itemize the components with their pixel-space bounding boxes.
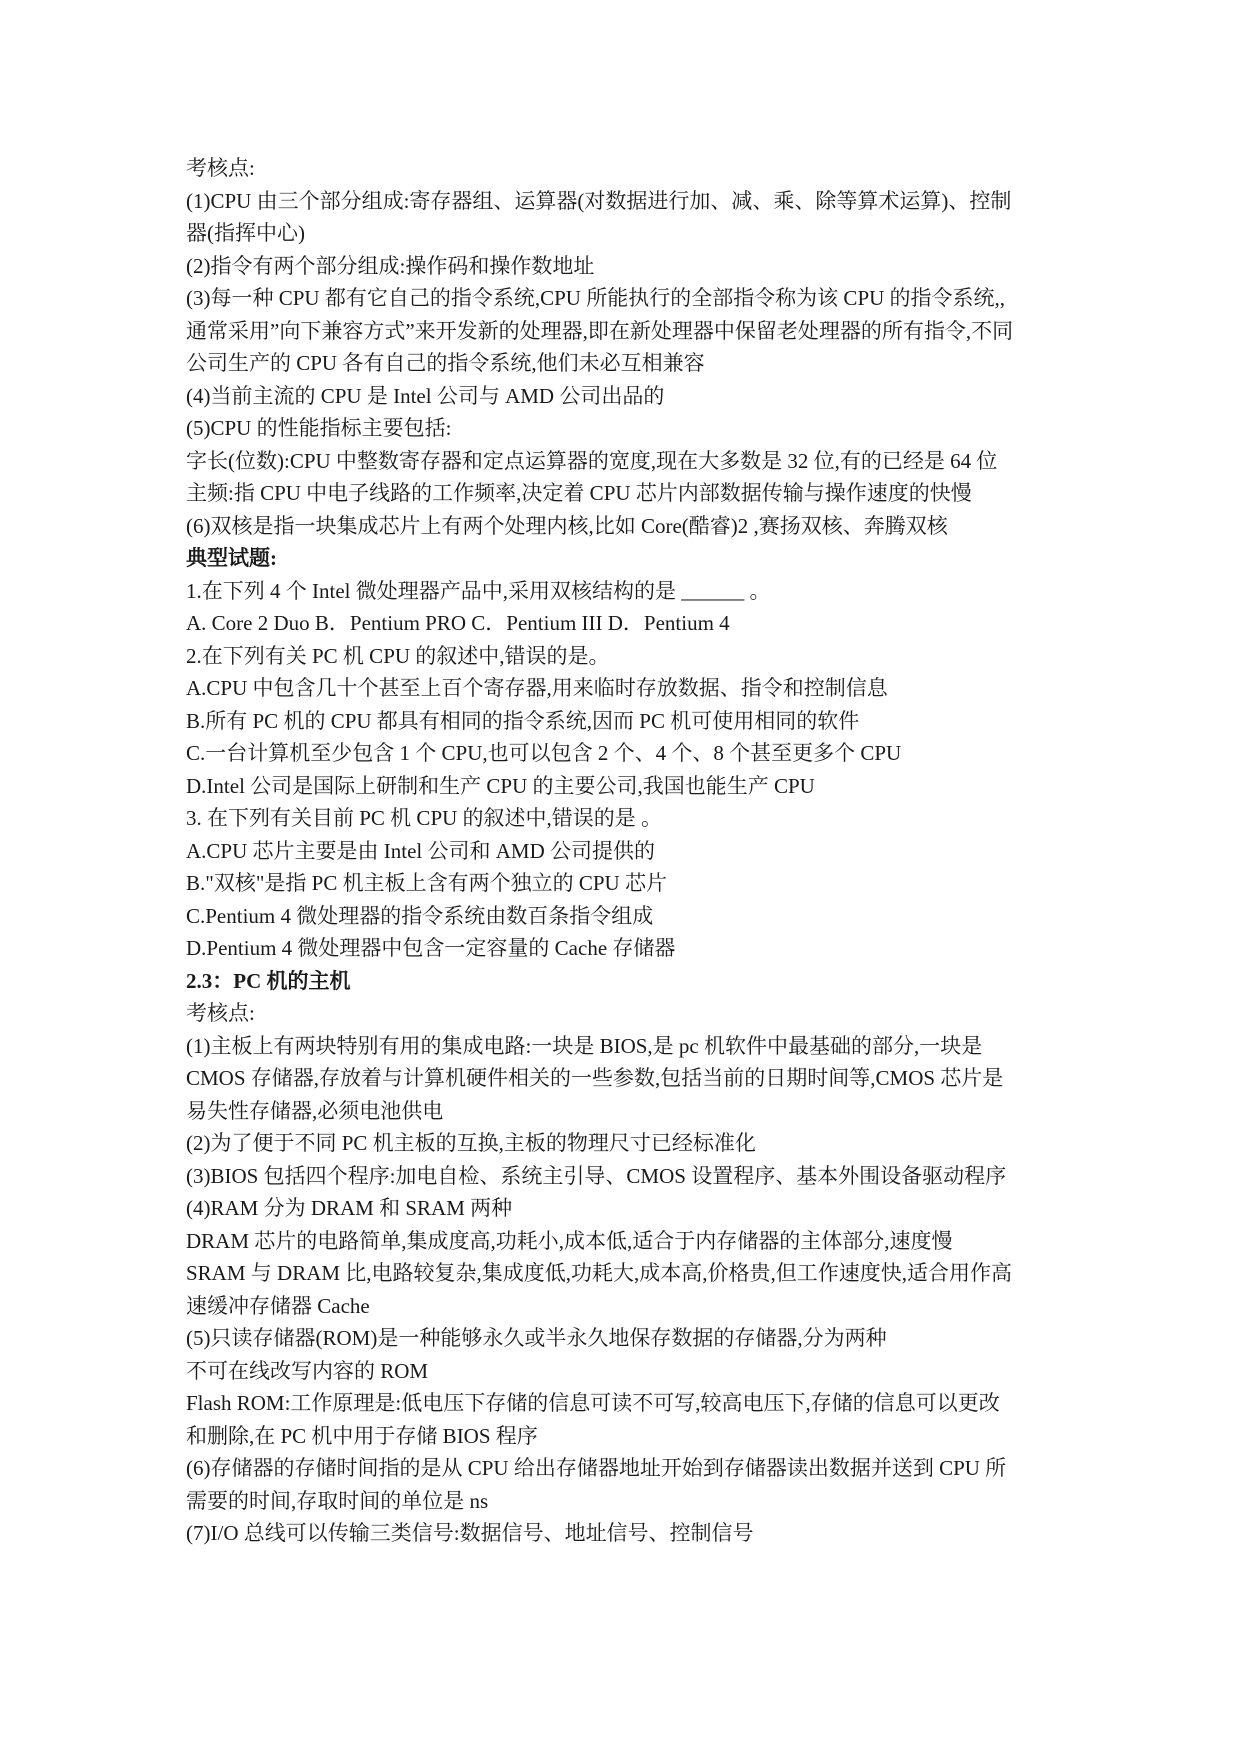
text-line: 不可在线改写内容的 ROM <box>186 1358 429 1383</box>
text-line: 速缓冲存储器 Cache <box>186 1293 370 1318</box>
text-line: 3. 在下列有关目前 PC 机 CPU 的叙述中,错误的是 。 <box>186 806 663 830</box>
text-line: 1.在下列 4 个 Intel 微处理器产品中,采用双核结构的是 ______ 。 <box>186 578 771 603</box>
text-line: Flash ROM:工作原理是:低电压下存储的信息可读不可写,较高电压下,存储的信息可以更改 <box>186 1391 1000 1415</box>
text-line: (6)双核是指一块集成芯片上有两个处理内核,比如 Core(酷睿)2 ,赛扬双核、奔腾双核 <box>186 513 948 538</box>
text-line: A.CPU 中包含几十个甚至上百个寄存器,用来临时存放数据、指令和控制信息 <box>186 676 888 700</box>
text-line: D.Pentium 4 微处理器中包含一定容量的 Cache 存储器 <box>186 936 676 960</box>
text-line: (2)为了便于不同 PC 机主板的互换,主板的物理尺寸已经标准化 <box>186 1131 756 1155</box>
document-body <box>186 152 1066 1550</box>
text-line: 和删除,在 PC 机中用于存储 BIOS 程序 <box>186 1423 538 1448</box>
text-line: A.CPU 芯片主要是由 Intel 公司和 AMD 公司提供的 <box>186 838 656 863</box>
text-line: C.一台计算机至少包含 1 个 CPU,也可以包含 2 个、4 个、8 个甚至更多个 CPU <box>186 741 902 765</box>
text-line: SRAM 与 DRAM 比,电路较复杂,集成度低,功耗大,成本高,价格贵,但工作速度快,适合用作高 <box>186 1261 1013 1285</box>
text-line: (5)只读存储器(ROM)是一种能够永久或半永久地保存数据的存储器,分为两种 <box>186 1326 887 1350</box>
text-line: B.所有 PC 机的 CPU 都具有相同的指令系统,因而 PC 机可使用相同的软件 <box>186 708 860 733</box>
text-line: C.Pentium 4 微处理器的指令系统由数百条指令组成 <box>186 903 654 928</box>
text-line: 通常采用”向下兼容方式”来开发新的处理器,即在新处理器中保留老处理器的所有指令,不同 <box>186 318 1014 343</box>
text-line: A. Core 2 Duo B．Pentium PRO C．Pentium III D．Pentium 4 <box>186 611 730 635</box>
text-line: 需要的时间,存取时间的单位是 ns <box>186 1488 489 1513</box>
text-line: (1)CPU 由三个部分组成:寄存器组、运算器(对数据进行加、减、乘、除等算术运算)、控制 <box>186 188 1012 213</box>
text-line: 主频:指 CPU 中电子线路的工作频率,决定着 CPU 芯片内部数据传输与操作速度的快慢 <box>186 481 972 505</box>
text-line: 2.在下列有关 PC 机 CPU 的叙述中,错误的是。 <box>186 643 610 668</box>
text-line: DRAM 芯片的电路简单,集成度高,功耗小,成本低,适合于内存储器的主体部分,速度慢 <box>186 1228 953 1253</box>
text-line: 易失性存储器,必须电池供电 <box>186 1098 444 1123</box>
text-line: 器(指挥中心) <box>186 221 305 245</box>
text-line: (1)主板上有两块特别有用的集成电路:一块是 BIOS,是 pc 机软件中最基础的部分,一块是 <box>186 1033 983 1058</box>
text-line: (6)存储器的存储时间指的是从 CPU 给出存储器地址开始到存储器读出数据并送到 CPU 所 <box>186 1456 1007 1480</box>
text-line: (7)I/O 总线可以传输三类信号:数据信号、地址信号、控制信号 <box>186 1521 754 1545</box>
text-line: CMOS 存储器,存放着与计算机硬件相关的一些参数,包括当前的日期时间等,CMOS 芯片是 <box>186 1066 1004 1090</box>
text-line: 考核点: <box>186 1001 255 1025</box>
text-line: D.Intel 公司是国际上研制和生产 CPU 的主要公司,我国也能生产 CPU <box>186 773 815 798</box>
text-line: 考核点: <box>186 156 255 180</box>
text-line: (4)RAM 分为 DRAM 和 SRAM 两种 <box>186 1196 513 1220</box>
text-line: (3)每一种 CPU 都有它自己的指令系统,CPU 所能执行的全部指令称为该 CPU 的指令系统,, <box>186 286 1006 310</box>
text-line: (3)BIOS 包括四个程序:加电自检、系统主引导、CMOS 设置程序、基本外围设备驱动程序 <box>186 1163 1007 1188</box>
text-line: (5)CPU 的性能指标主要包括: <box>186 416 452 440</box>
text-line: (2)指令有两个部分组成:操作码和操作数地址 <box>186 253 595 278</box>
text-line: 字长(位数):CPU 中整数寄存器和定点运算器的宽度,现在大多数是 32 位,有的已经是 64 位 <box>186 448 998 473</box>
text-line: B."双核"是指 PC 机主板上含有两个独立的 CPU 芯片 <box>186 871 667 895</box>
text-line: (4)当前主流的 CPU 是 Intel 公司与 AMD 公司出品的 <box>186 383 665 408</box>
section-heading: 典型试题: <box>186 546 277 570</box>
section-heading: 2.3：PC 机的主机 <box>186 968 351 993</box>
text-line: 公司生产的 CPU 各有自己的指令系统,他们未必互相兼容 <box>186 351 705 375</box>
